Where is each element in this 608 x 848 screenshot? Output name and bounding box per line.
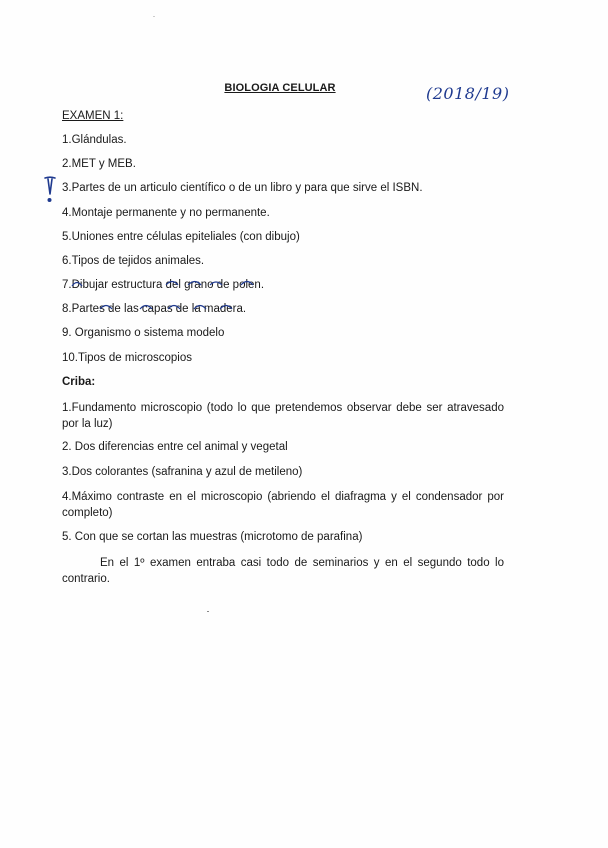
exam1-item-7: 7.Dibujar estructura del grano de polen. bbox=[62, 279, 265, 291]
exam1-item-3: 3.Partes de un articulo científico o de un libro y para que sirve el ISBN. bbox=[62, 182, 423, 194]
criba-item-3: 3.Dos colorantes (safranina y azul de metileno) bbox=[62, 466, 303, 478]
exam1-item-6: 6.Tipos de tejidos animales. bbox=[62, 255, 205, 267]
scan-speck bbox=[207, 611, 209, 612]
exam1-item-5: 5.Uniones entre células epiteliales (con dibujo) bbox=[62, 231, 300, 243]
exam1-item-8: 8.Partes de las capas de la madera. bbox=[62, 303, 247, 315]
handwritten-year-note: (2018/19) bbox=[426, 84, 510, 103]
document-title: BIOLOGIA CELULAR bbox=[224, 82, 336, 94]
handwritten-correction-marks-icon bbox=[60, 274, 270, 322]
exam1-item-4: 4.Montaje permanente y no permanente. bbox=[62, 207, 270, 219]
exam1-heading: EXAMEN 1: bbox=[62, 110, 124, 122]
criba-item-1: 1.Fundamento microscopio (todo lo que pretendemos observar debe ser atravesado por la luz) bbox=[62, 402, 504, 430]
criba-heading: Criba: bbox=[62, 376, 96, 388]
criba-item-4: 4.Máximo contraste en el microscopio (abriendo el diafragma y el condensador por completo) bbox=[62, 491, 504, 519]
criba-item-2: 2. Dos diferencias entre cel animal y vegetal bbox=[62, 441, 288, 453]
exam1-item-2: 2.MET y MEB. bbox=[62, 158, 136, 170]
exam1-item-1: 1.Glándulas. bbox=[62, 134, 127, 146]
exam1-item-9: 9. Organismo o sistema modelo bbox=[62, 327, 225, 339]
exam1-item-10: 10.Tipos de microscopios bbox=[62, 352, 192, 364]
criba-item-5: 5. Con que se cortan las muestras (microtomo de parafina) bbox=[62, 531, 363, 543]
scan-speck bbox=[153, 16, 155, 17]
handwritten-exclamation-icon bbox=[43, 175, 57, 205]
closing-note: En el 1º examen entraba casi todo de seminarios y en el segundo todo lo contrario. bbox=[62, 557, 504, 585]
